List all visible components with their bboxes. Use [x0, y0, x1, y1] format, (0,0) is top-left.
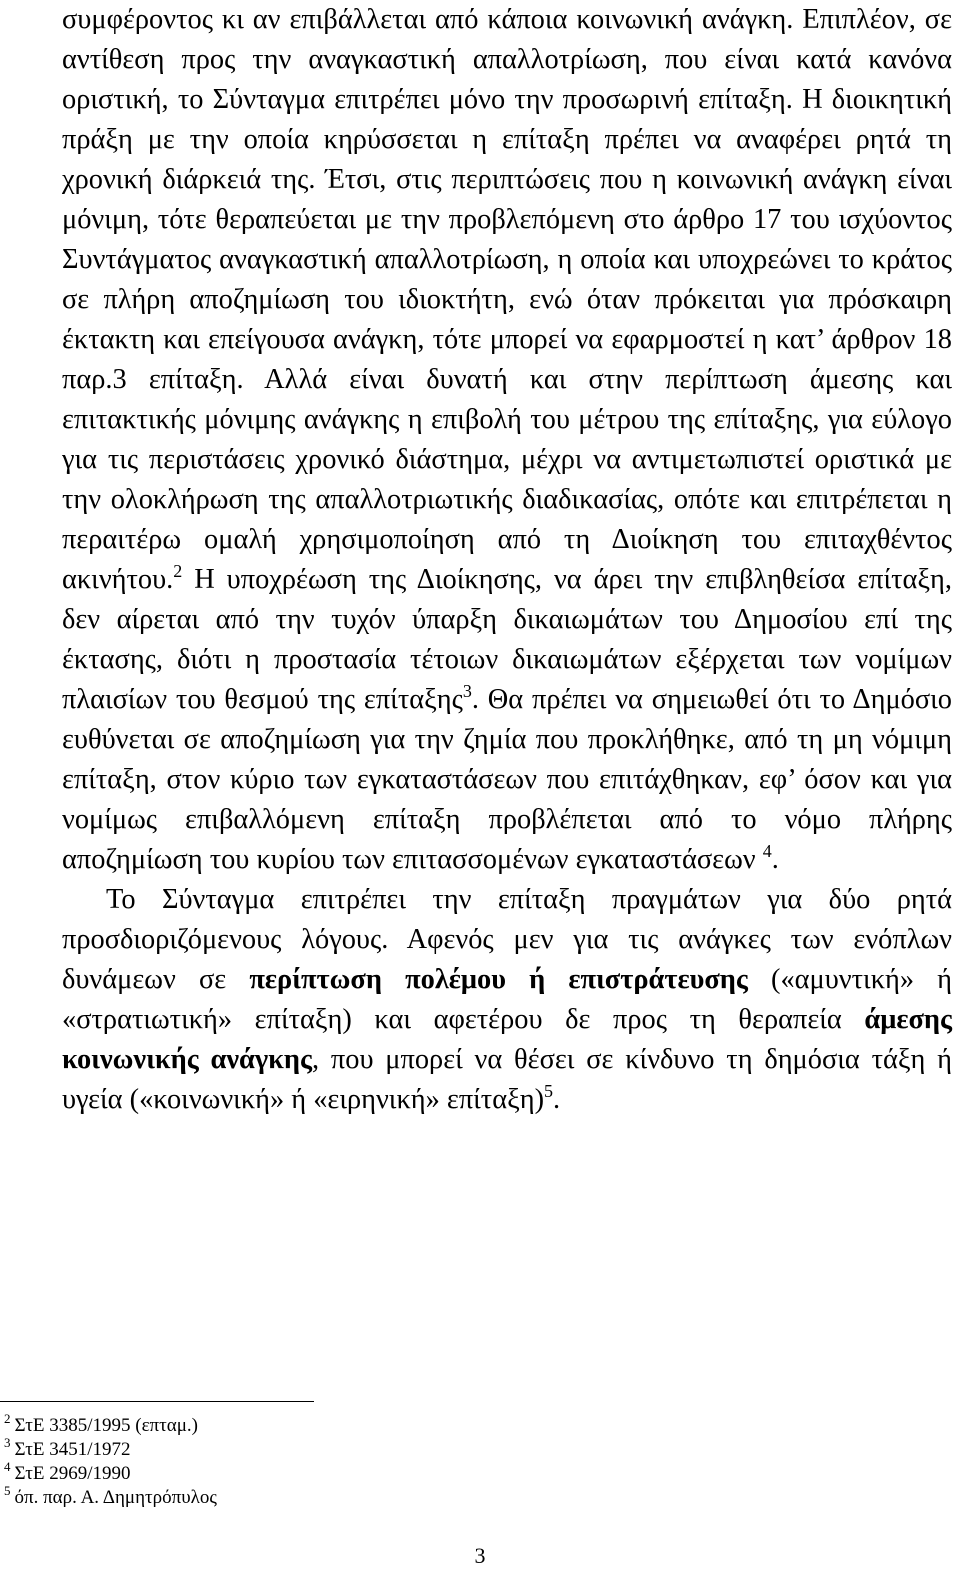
paragraph-1-text-3: . Θα πρέπει να σημειωθεί ότι το Δημόσιο ευθύνεται σε αποζημίωση για την ζημία που προκλήθηκε, από τη μη νόμιμη επίταξη, στον κύριο των εγκαταστάσεων που επιτάχθηκαν, εφ’ όσον και για νομίμως επιβαλλόμενη επίταξη προβλέπεται από το νόμο πλήρης αποζημίωση του κυρίου των επιτασσομένων εγκαταστάσεων	[62, 684, 953, 875]
footnote-text: όπ. παρ. Α. Δημητρόπυλος	[14, 1487, 217, 1508]
paragraph-2-text-2: («αμυντική» ή «στρατιωτική» επίταξη) και αφετέρου δε προς τη θεραπεία	[62, 964, 953, 1035]
footnote-mark: 3	[4, 1435, 11, 1450]
page-number: 3	[474, 1543, 486, 1568]
bold-phrase-social-need: άμεσης κοινωνικής ανάγκης	[62, 1004, 952, 1075]
bold-phrase-war: περίπτωση πολέμου ή επιστράτευσης	[249, 964, 748, 995]
paragraph-2	[62, 880, 952, 1120]
footnote-ref-5: 5	[544, 1081, 554, 1101]
footnote-mark: 2	[4, 1411, 11, 1426]
footnote-mark: 5	[4, 1483, 11, 1498]
footnote-ref-3: 3	[462, 681, 472, 701]
footnote	[4, 1459, 217, 1486]
footnote-text: ΣτΕ 3385/1995 (επταμ.)	[14, 1415, 198, 1436]
paragraph-1-text-4: .	[771, 844, 779, 875]
footnote-separator	[0, 1401, 314, 1402]
footnote	[4, 1435, 217, 1462]
footnote-text: ΣτΕ 3451/1972	[14, 1439, 131, 1460]
body-text	[62, 0, 952, 1120]
footnote-text: ΣτΕ 2969/1990	[14, 1463, 131, 1484]
footnote	[4, 1483, 217, 1510]
paragraph-2-text: Το Σύνταγμα επιτρέπει την επίταξη πραγμάτων για δύο ρητά προσδιοριζόμενους λόγους. Αφενός μεν για τις ανάγκες των ενόπλων δυνάμεων σε	[62, 884, 952, 995]
footnote-ref-2: 2	[173, 561, 183, 581]
paragraph-2-text-4: .	[553, 1084, 561, 1115]
paragraph-2-text-3: , που μπορεί να θέσει σε κίνδυνο τη δημόσια τάξη ή υγεία («κοινωνική» ή «ειρηνική» επίταξη)	[62, 1044, 952, 1115]
footnotes	[4, 1411, 217, 1510]
paragraph-1-text: συμφέροντος κι αν επιβάλλεται από κάποια κοινωνική ανάγκη. Επιπλέον, σε αντίθεση προς την αναγκαστική απαλλοτρίωση, που είναι κατά κανόνα οριστική, το Σύνταγμα επιτρέπει μόνο την προσωρινή επίταξη. Η διοικητική πράξη με την οποία κηρύσσεται η επίταξη πρέπει να αναφέρει ρητά τη χρονική διάρκειά της. Έτσι, στις περιπτώσεις που η κοινωνική ανάγκη είναι μόνιμη, τότε θεραπεύεται με την προβλεπόμενη στο άρθρο 17 του ισχύοντος Συντάγματος αναγκαστική απαλλοτρίωση, η οποία και υποχρεώνει το κράτος σε πλήρη αποζημίωση του ιδιοκτήτη, ενώ όταν πρόκειται για πρόσκαιρη έκτακτη και επείγουσα ανάγκη, τότε μπορεί να εφαρμοστεί η κατ’ άρθρον 18 παρ.3 επίταξη. Αλλά είναι δυνατή και στην περίπτωση άμεσης και επιτακτικής μόνιμης ανάγκης η επιβολή του μέτρου της επίταξης, για εύλογο για τις περιστάσεις χρονικό διάστημα, μέχρι να αντιμετωπιστεί οριστικά με την ολοκλήρωση της απαλλοτριωτικής διαδικασίας, οπότε και επιτρέπεται η περαιτέρω ομαλή χρησιμοποίηση από τη Διοίκηση του επιταχθέντος ακινήτου.	[62, 4, 952, 595]
paragraph-1	[62, 0, 952, 880]
footnote	[4, 1411, 217, 1438]
footnote-mark: 4	[4, 1459, 11, 1474]
footnote-ref-4: 4	[762, 841, 772, 861]
paragraph-1-text-2: Η υποχρέωση της Διοίκησης, να άρει την επιβληθείσα επίταξη, δεν αίρεται από την τυχόν ύπαρξη δικαιωμάτων του Δημοσίου επί της έκτασης, διότι η προστασία τέτοιων δικαιωμάτων εξέρχεται των νομίμων πλαισίων του θεσμού της επίταξης	[62, 564, 952, 715]
